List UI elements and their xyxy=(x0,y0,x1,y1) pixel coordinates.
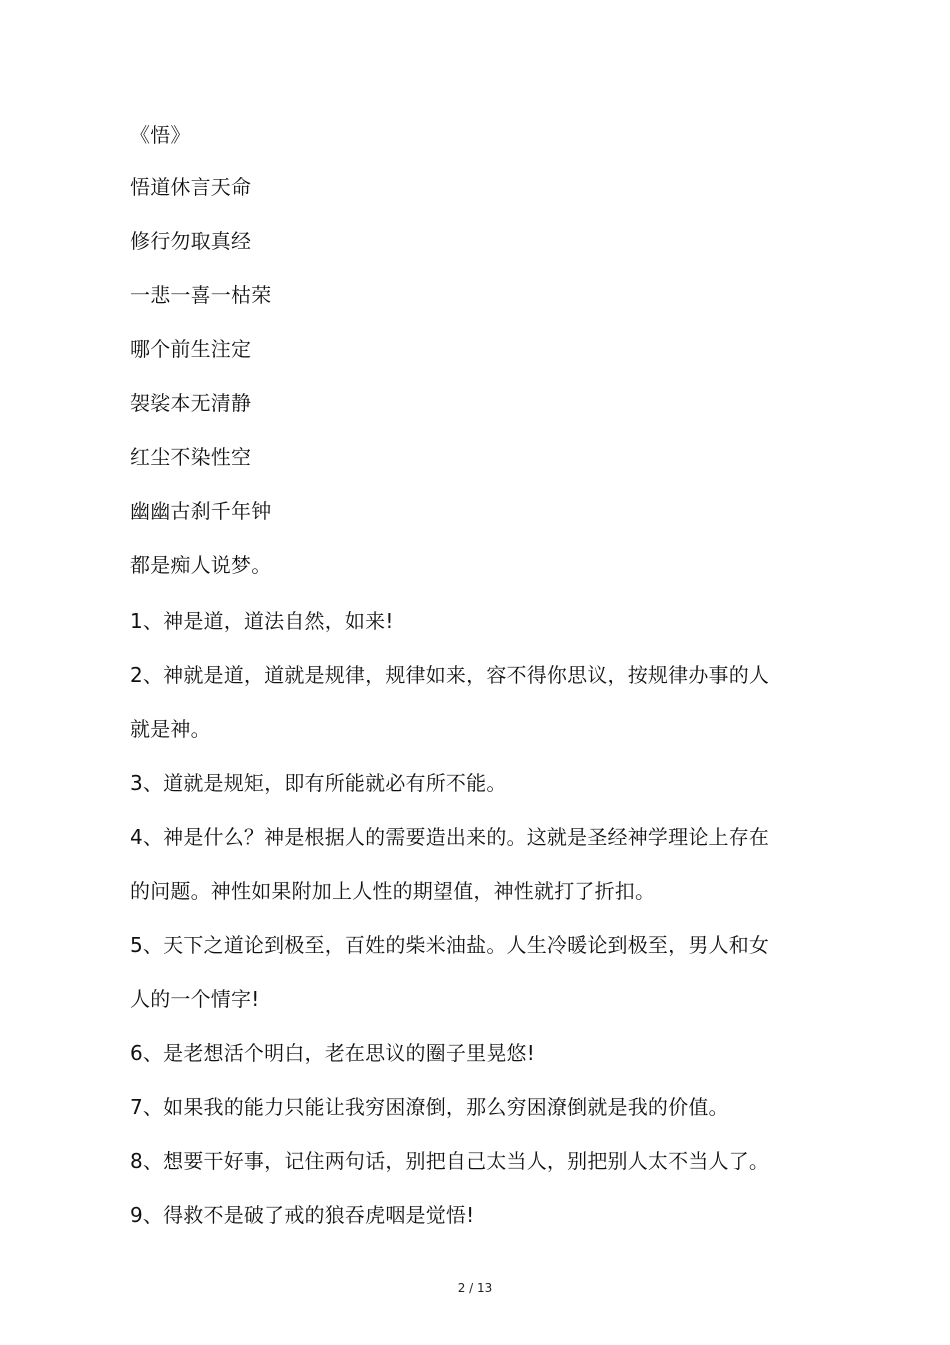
paragraph-line: 人的一个情字! xyxy=(130,987,260,1011)
poem-line: 修行勿取真经 xyxy=(130,229,252,253)
paragraph-line: 8、想要干好事，记住两句话，别把自己太当人，别把别人太不当人了。 xyxy=(130,1149,770,1173)
poem-line: 袈裟本无清静 xyxy=(130,391,252,415)
poem-title: 《悟》 xyxy=(130,123,191,147)
poem-line: 都是痴人说梦。 xyxy=(130,553,272,577)
paragraph-line: 3、道就是规矩，即有所能就必有所不能。 xyxy=(130,771,507,795)
paragraph-line: 1、神是道，道法自然，如来! xyxy=(130,609,394,633)
paragraph-line: 2、神就是道，道就是规律，规律如来，容不得你思议，按规律办事的人 xyxy=(130,663,770,687)
poem-line: 哪个前生注定 xyxy=(130,337,252,361)
paragraph-line: 9、得救不是破了戒的狼吞虎咽是觉悟! xyxy=(130,1203,475,1227)
paragraph-line: 5、天下之道论到极至，百姓的柴米油盐。人生冷暖论到极至，男人和女 xyxy=(130,933,770,957)
poem-line: 红尘不染性空 xyxy=(130,445,252,469)
paragraph-line: 7、如果我的能力只能让我穷困潦倒，那么穷困潦倒就是我的价值。 xyxy=(130,1095,729,1119)
paragraph-line: 6、是老想活个明白，老在思议的圈子里晃悠! xyxy=(130,1041,535,1065)
paragraph-line: 就是神。 xyxy=(130,717,211,741)
poem-line: 一悲一喜一枯荣 xyxy=(130,283,272,307)
paragraph-line: 4、神是什么？神是根据人的需要造出来的。这就是圣经神学理论上存在 xyxy=(130,825,770,849)
paragraph-line: 的问题。神性如果附加上人性的期望值，神性就打了折扣。 xyxy=(130,879,656,903)
page-number: 2 / 13 xyxy=(457,1281,493,1295)
poem-line: 幽幽古刹千年钟 xyxy=(130,499,272,523)
poem-line: 悟道休言天命 xyxy=(130,175,252,199)
